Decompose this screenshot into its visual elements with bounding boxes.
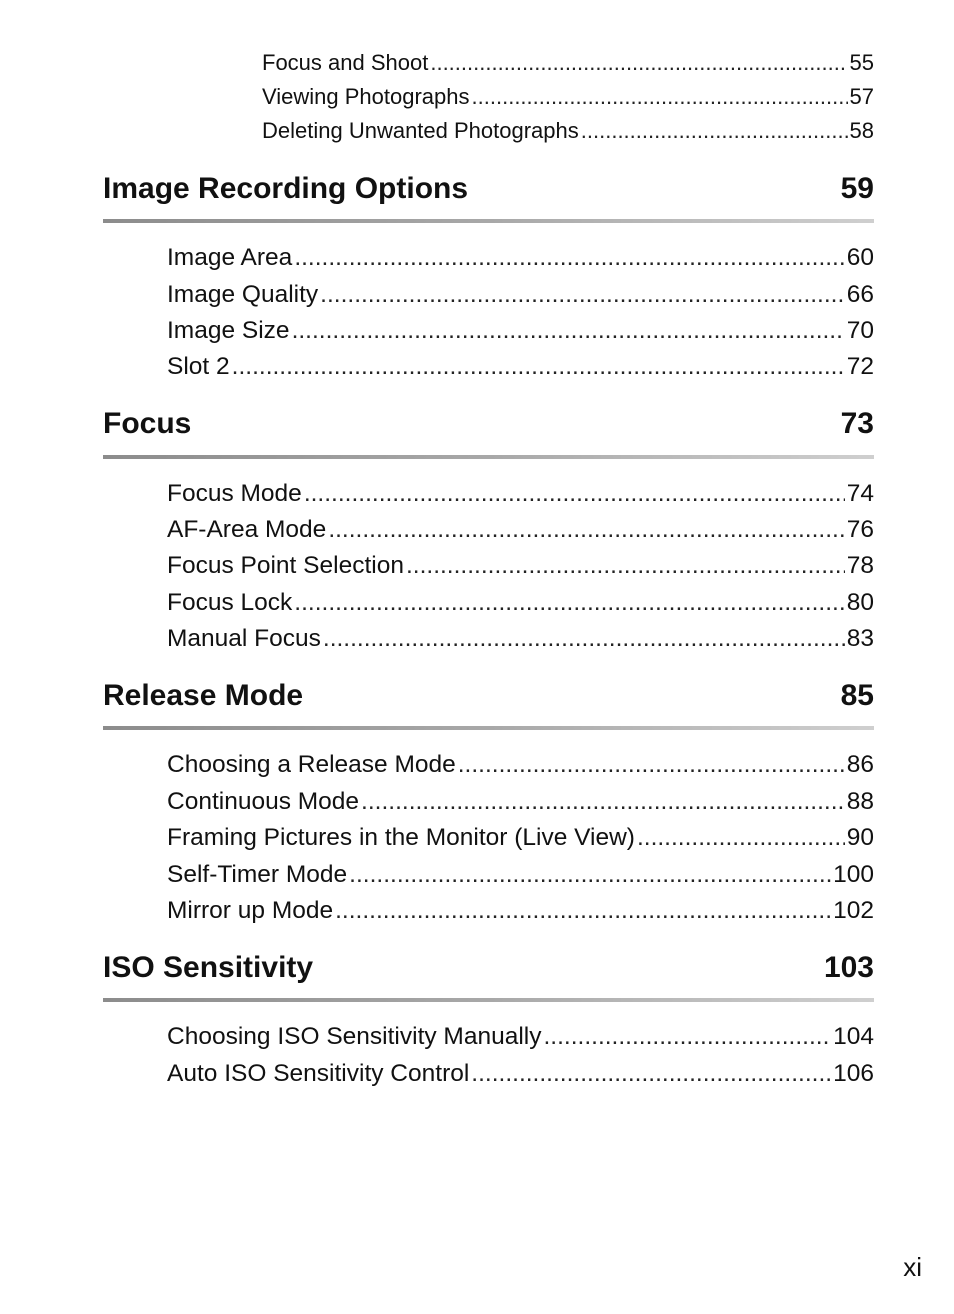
- section-title: Focus: [103, 407, 192, 440]
- section-rule: [103, 219, 874, 223]
- toc-entry-label: Framing Pictures in the Monitor (Live View): [167, 824, 635, 851]
- toc-entry-focus-point-selection[interactable]: [167, 552, 874, 580]
- section-page: 59: [840, 172, 874, 205]
- dot-leader: [637, 824, 845, 852]
- toc-entry-page: 70: [846, 317, 874, 344]
- toc-entry-label: Manual Focus: [167, 625, 321, 652]
- toc-entry-choosing-a-release-mode[interactable]: [167, 751, 874, 779]
- toc-entry-page: 90: [846, 824, 874, 851]
- dot-leader: [581, 118, 848, 144]
- toc-entry-label: Deleting Unwanted Photographs: [262, 118, 579, 143]
- toc-entry-label: Self-Timer Mode: [167, 861, 348, 888]
- dot-leader: [328, 516, 844, 544]
- toc-entry-page: 57: [849, 84, 874, 109]
- section-title: Release Mode: [103, 679, 304, 712]
- toc-entry-label: Continuous Mode: [167, 788, 360, 815]
- toc-entry-label: Focus Lock: [167, 589, 293, 616]
- toc-entry-label: Focus Point Selection: [167, 552, 404, 579]
- toc-entry-focus-and-shoot[interactable]: [262, 50, 874, 76]
- toc-entry-label: Image Area: [167, 244, 293, 271]
- toc-entry-page: 55: [849, 50, 874, 75]
- section-rule: [103, 726, 874, 730]
- section-heading-focus[interactable]: [103, 407, 874, 441]
- dot-leader: [458, 751, 845, 779]
- dot-leader: [292, 317, 845, 345]
- toc-entry-slot-2[interactable]: [167, 353, 874, 381]
- section-page: 73: [840, 407, 874, 440]
- toc-entry-page: 74: [846, 480, 874, 507]
- toc-entry-page: 66: [846, 281, 874, 308]
- section-title: ISO Sensitivity: [103, 951, 314, 984]
- dot-leader: [406, 552, 845, 580]
- toc-entry-focus-mode[interactable]: [167, 480, 874, 508]
- toc-entry-label: Choosing ISO Sensitivity Manually: [167, 1023, 542, 1050]
- section-heading-image-recording-options[interactable]: [103, 172, 874, 206]
- toc-entry-manual-focus[interactable]: [167, 625, 874, 653]
- toc-entry-page: 83: [846, 625, 874, 652]
- toc-entry-label: Focus Mode: [167, 480, 302, 507]
- toc-entry-label: Focus and Shoot: [262, 50, 429, 75]
- dot-leader: [294, 589, 844, 617]
- toc-entry-page: 106: [833, 1060, 874, 1087]
- toc-entry-image-size[interactable]: [167, 317, 874, 345]
- toc-entry-page: 60: [846, 244, 874, 271]
- toc-entry-choosing-iso-manually[interactable]: [167, 1023, 874, 1051]
- toc-entry-page: 88: [846, 788, 874, 815]
- toc-entry-continuous-mode[interactable]: [167, 788, 874, 816]
- toc-entry-page: 58: [849, 118, 874, 143]
- toc-entry-af-area-mode[interactable]: [167, 516, 874, 544]
- toc-entry-page: 80: [846, 589, 874, 616]
- section-rule: [103, 455, 874, 459]
- dot-leader: [361, 788, 845, 816]
- toc-entry-label: Image Quality: [167, 281, 319, 308]
- dot-leader: [304, 480, 845, 508]
- section-title: Image Recording Options: [103, 172, 469, 205]
- page-number: xi: [903, 1252, 922, 1282]
- toc-entry-page: 76: [846, 516, 874, 543]
- toc-entry-page: 72: [846, 353, 874, 380]
- toc-entry-image-area[interactable]: [167, 244, 874, 272]
- dot-leader: [430, 50, 847, 76]
- dot-leader: [320, 281, 845, 309]
- toc-entry-mirror-up-mode[interactable]: [167, 897, 874, 925]
- toc-entry-label: Slot 2: [167, 353, 230, 380]
- toc-entry-label: AF-Area Mode: [167, 516, 327, 543]
- section-page: 85: [840, 679, 874, 712]
- toc-entry-viewing-photographs[interactable]: [262, 84, 874, 110]
- toc-entry-deleting-unwanted-photographs[interactable]: [262, 118, 874, 144]
- toc-entry-label: Image Size: [167, 317, 290, 344]
- section-heading-iso-sensitivity[interactable]: [103, 951, 874, 985]
- section-page: 103: [823, 951, 874, 984]
- dot-leader: [294, 244, 844, 272]
- toc-entry-page: 104: [833, 1023, 874, 1050]
- section-rule: [103, 998, 874, 1002]
- toc-entry-image-quality[interactable]: [167, 281, 874, 309]
- toc-entry-label: Mirror up Mode: [167, 897, 334, 924]
- toc-entry-page: 102: [833, 897, 874, 924]
- toc-entry-framing-pictures-live-view[interactable]: [167, 824, 874, 852]
- toc-entry-focus-lock[interactable]: [167, 589, 874, 617]
- dot-leader: [349, 861, 831, 889]
- dot-leader: [335, 897, 831, 925]
- dot-leader: [472, 84, 848, 110]
- toc-entry-label: Auto ISO Sensitivity Control: [167, 1060, 470, 1087]
- dot-leader: [323, 625, 845, 653]
- toc-entry-page: 86: [846, 751, 874, 778]
- section-heading-release-mode[interactable]: [103, 679, 874, 713]
- toc-entry-label: Viewing Photographs: [262, 84, 470, 109]
- dot-leader: [543, 1023, 831, 1051]
- toc-entry-auto-iso-sensitivity-control[interactable]: [167, 1060, 874, 1088]
- dot-leader: [471, 1060, 831, 1088]
- toc-entry-page: 78: [846, 552, 874, 579]
- toc-entry-self-timer-mode[interactable]: [167, 861, 874, 889]
- dot-leader: [232, 353, 845, 381]
- toc-entry-label: Choosing a Release Mode: [167, 751, 456, 778]
- toc-entry-page: 100: [833, 861, 874, 888]
